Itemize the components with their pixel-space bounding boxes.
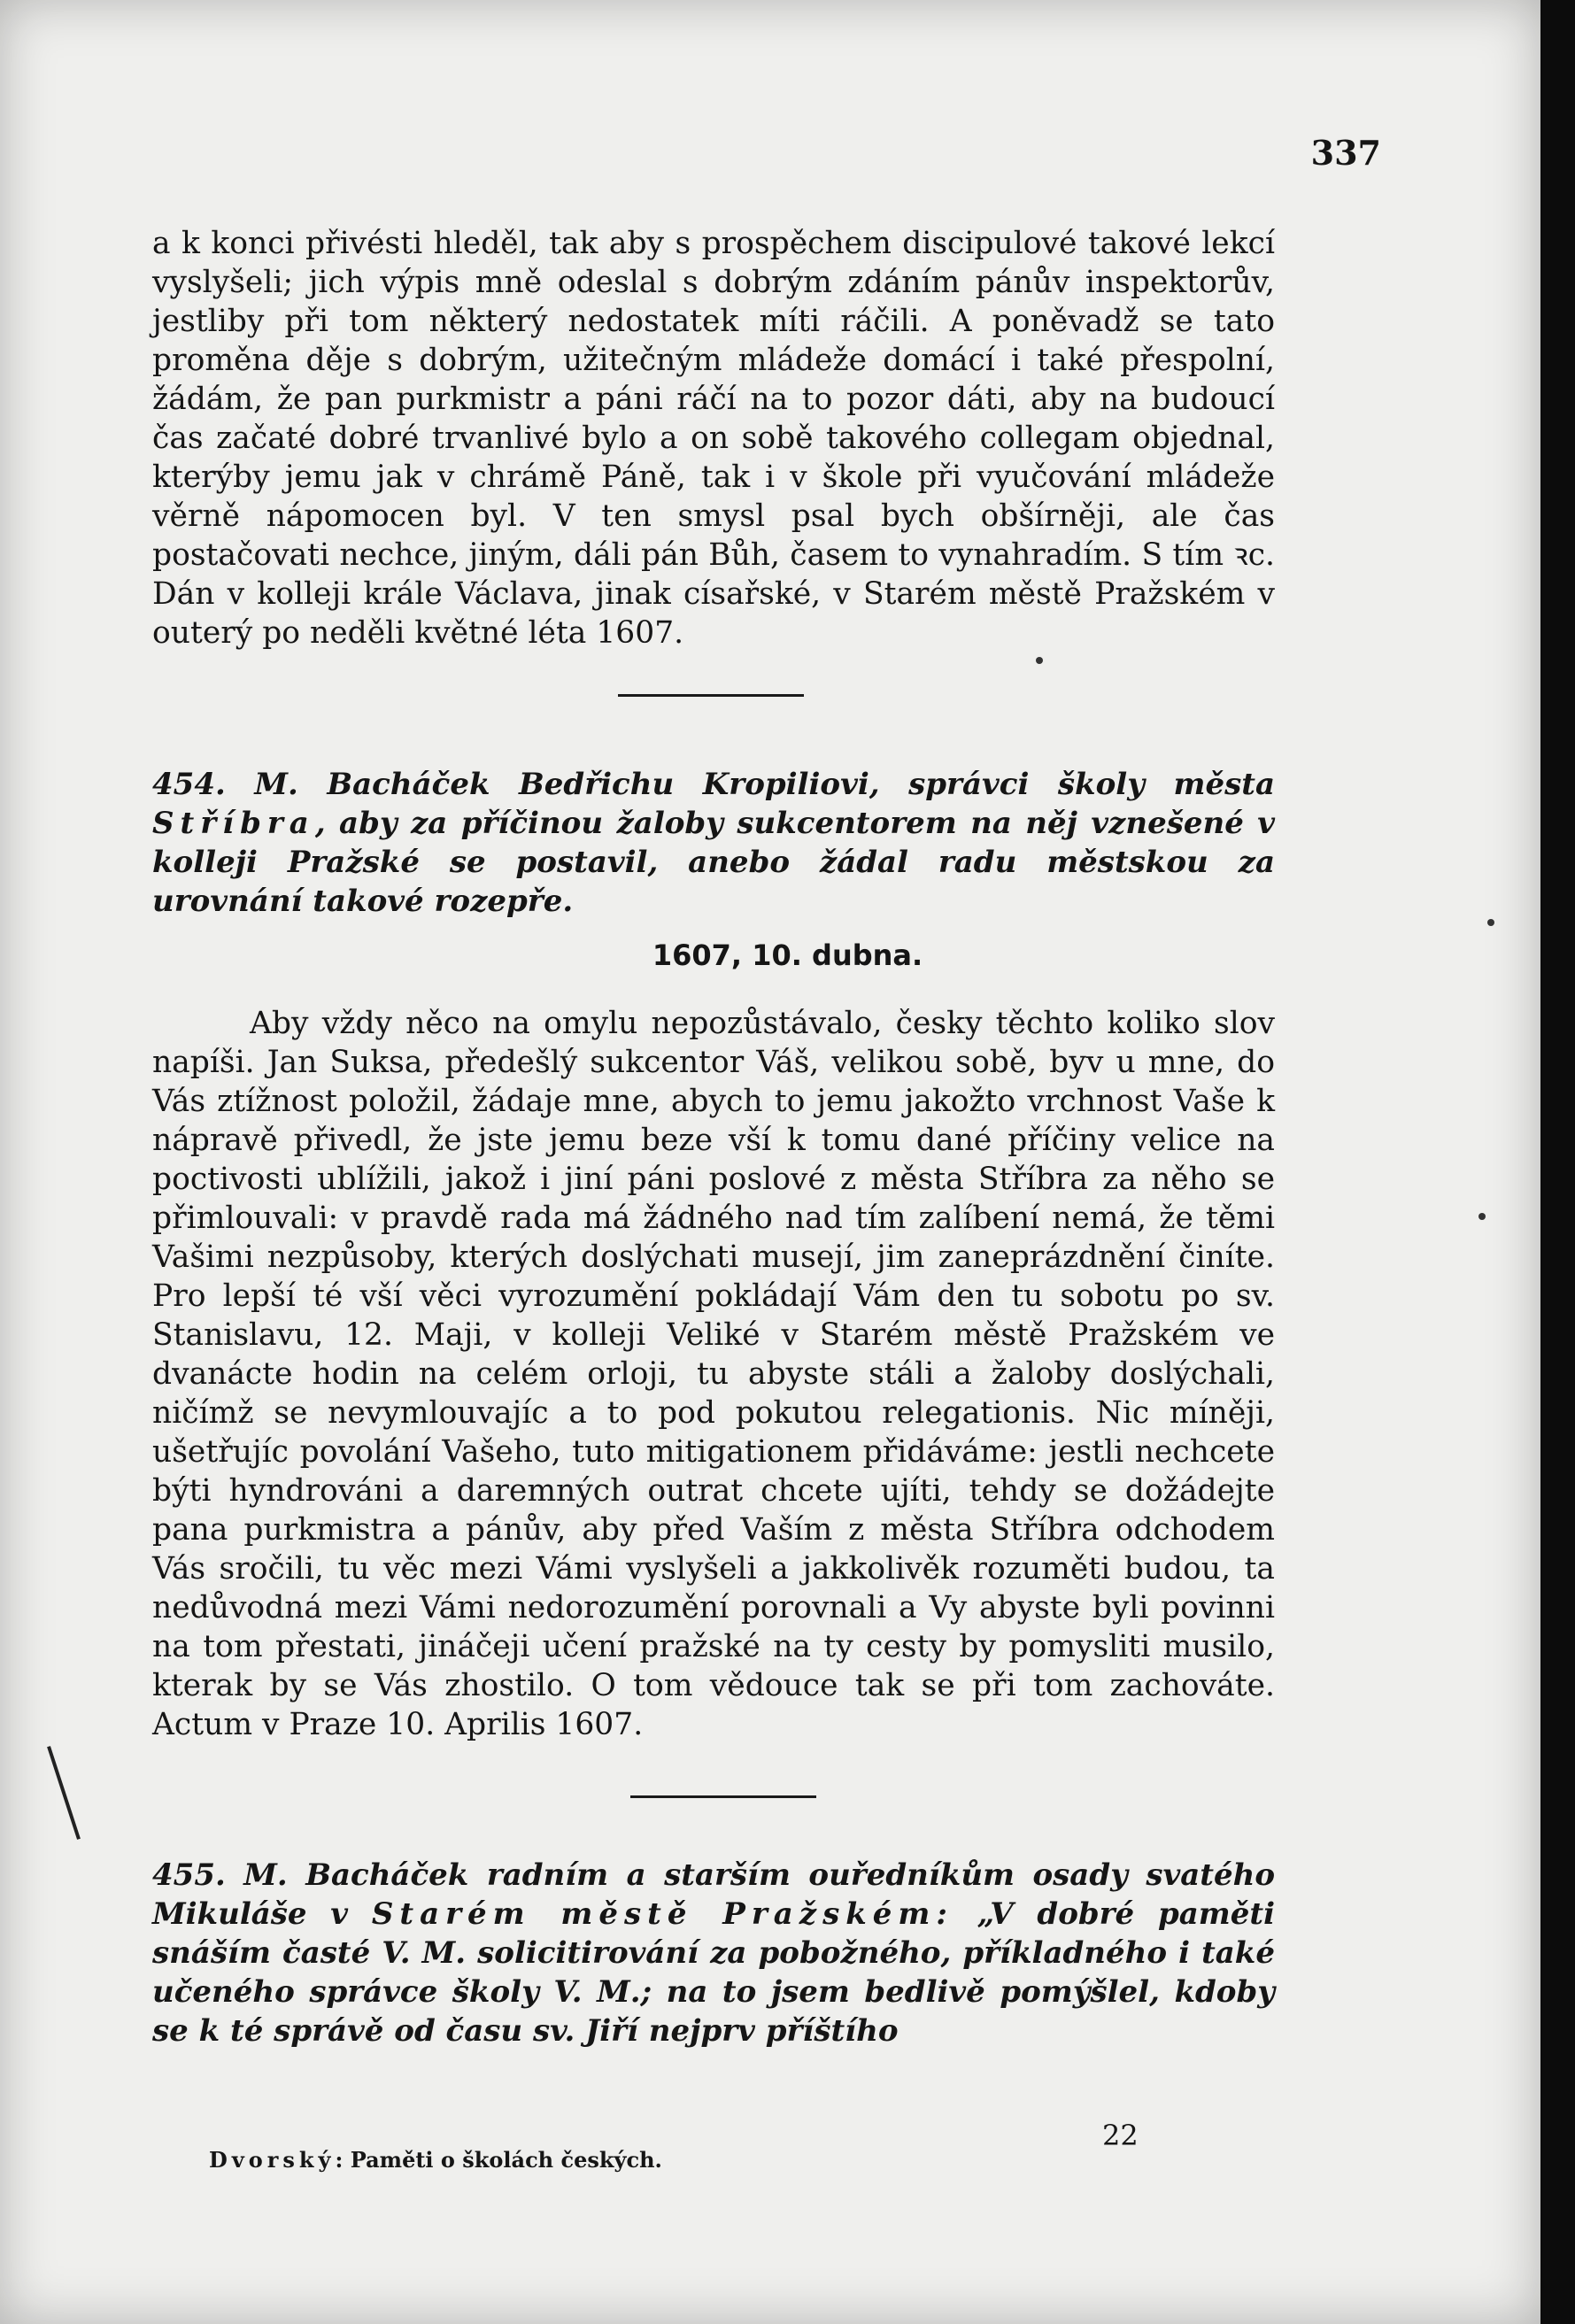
printer-signature-mark: 22 [1102, 2119, 1139, 2152]
document-454-number: 454. [152, 767, 226, 802]
document-454-body-text: Aby vždy něco na omylu nepozůstávalo, česky těchto koliko slov napíši. Jan Suksa, předešlý sukcentor Váš, velikou sobě, byv u mne, do Vás ztížnost položil, žádaje mne, abych to jemu jakožto vrchnost Vaše k nápravě přivedl, že jste jemu beze vší k tomu dané příčiny velice na poctivosti ublížili, jakož i jiní páni poslové z města Stříbra za něho se přimlouvali: v pravdě rada má žádného nad tím zalíbení nemá, že těmi Vašimi nezpůsoby, kterých doslýchati musejí, jim zaneprázdnění činíte. Pro lepší té vší věci vyrozumění pokládají Vám den tu sobotu po sv. Stanislavu, 12. Maji, v kolleji Veliké v Starém městě Pražském ve dvanácte hodin na celém orloji, tu abyste stáli a žaloby doslýchali, ničímž se nevymlouvajíc a to pod pokutou relegationis. Nic míněji, ušetřujíc povolání Vašeho, tuto mitigationem přidáváme: jestli nechcete býti hyndrováni a daremných outrat chcete ujíti, tehdy se dožádejte pana purkmistra a pánův, aby před Vaším z města Stříbra odchodem Vás sročili, tu věc mezi Vámi vyslyšeli a jakkolivěk rozuměti budou, ta nedůvodná mezi Vámi nedorozumění porovnali a Vy abyste byli povinni na tom přestati, jináčeji učení pražské na ty cesty by pomysliti musilo, kterak by se Vás zhostilo. O tom vědouce tak se při tom zachováte. Actum v Praze 10. Aprilis 1607. [152, 1006, 1275, 1742]
section-divider [618, 694, 804, 697]
page-footer [209, 2147, 662, 2173]
document-455-heading-part-b: „V dobré paměti snáším časté V. M. solicitirování za pobožného, příkladného i také učeného správce školy V. M.; na to jsem bedlivě pomýšlel, kdoby se k té správě od času sv. Jiří nejprv příštího [152, 1896, 1275, 2049]
continuation-paragraph: a k konci přivésti hleděl, tak aby s prospěchem discipulové takové lekcí vyslyšeli; jich výpis mně odeslal s dobrým zdáním pánův inspektorův, jestliby při tom některý nedostatek míti ráčili. A poněvadž se tato proměna děje s dobrým, užitečným mládeže domácí i také přespolní, žádám, že pan purkmistr a páni ráčí na to pozor dáti, aby na budoucí čas začaté dobré trvanlivé bylo a on sobě takového collegam objednal, kterýby jemu jak v chrámě Páně, tak i v škole při vyučování mládeže věrně nápomocen byl. V ten smysl psal bych obšírněji, ale čas postačovati nechce, jiným, dáli pán Bůh, časem to vynahradím. S tím ꝛc. Dán v kolleji krále Václava, jinak císařské, v Starém městě Pražském v outerý po neděli květné léta 1607. [152, 226, 1275, 651]
document-455-heading [152, 1856, 1275, 2050]
document-455-place: Starém městě Pražském: [371, 1896, 953, 1932]
margin-speck [1487, 919, 1494, 926]
document-454-place: Stříbra [152, 806, 315, 841]
document-454-heading-part-a: M. Bacháček Bedřichu Kropiliovi, správci školy města [254, 767, 1275, 802]
continuation-letter [152, 224, 1275, 652]
document-454-body [152, 1004, 1275, 1744]
document-454 [152, 765, 1275, 921]
margin-speck [1478, 1213, 1486, 1220]
margin-speck [1036, 657, 1043, 664]
section-divider-2 [630, 1795, 816, 1798]
footer-author: Dvorský [209, 2147, 336, 2173]
document-455 [152, 1856, 1275, 2050]
margin-pencil-mark [47, 1746, 81, 1840]
document-454-date: 1607, 10. dubna. [652, 938, 923, 972]
document-454-heading [152, 765, 1275, 921]
document-455-heading-part-a: M. Bacháček radním a starším ouředníkům osady svatého Mikuláše v [152, 1857, 1275, 1932]
document-455-number: 455. [152, 1857, 226, 1893]
footer-title: : Paměti o školách českých. [335, 2147, 662, 2173]
page-number: 337 [1310, 133, 1381, 173]
document-454-heading-part-b: , aby za příčinou žaloby sukcentorem na něj vznešené v kolleji Pražské se postavil, anebo žádal radu městskou za urovnání takové rozepře. [152, 806, 1275, 919]
